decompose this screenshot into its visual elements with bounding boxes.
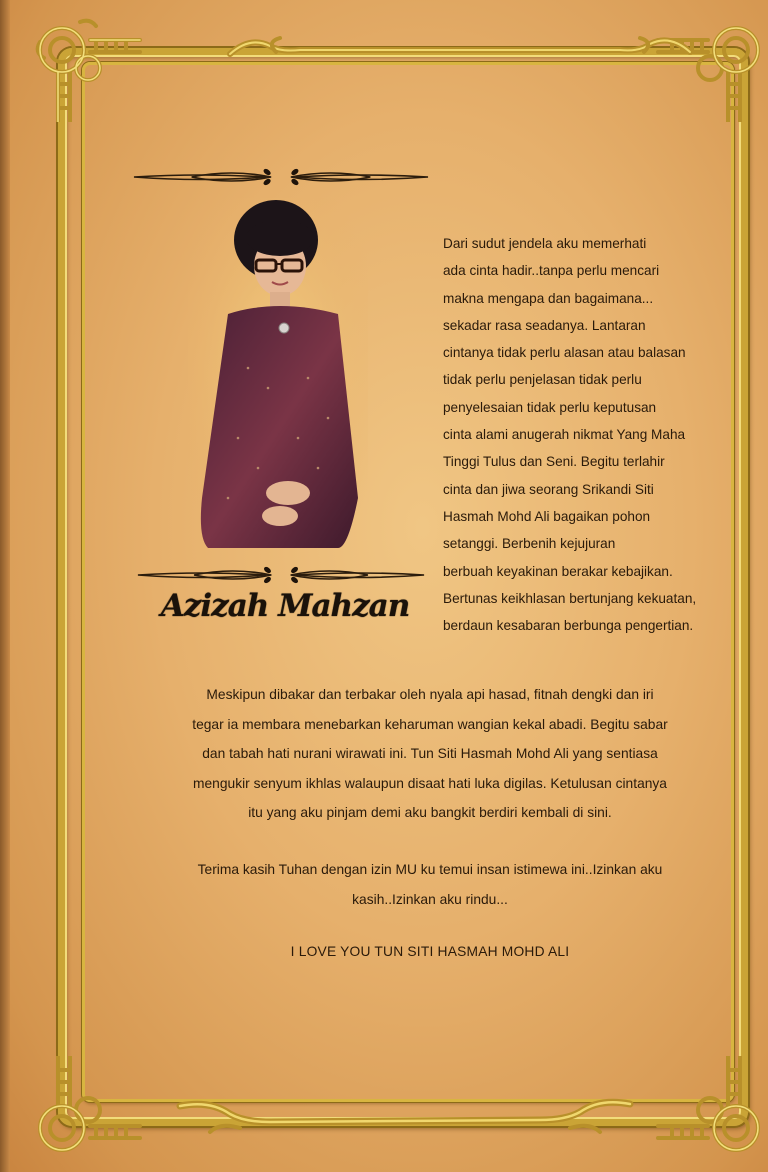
top-scroll-ornament-icon — [220, 28, 700, 68]
thanks-line: Terima kasih Tuhan dengan izin MU ku temui insan istimewa ini..Izinkan aku — [197, 862, 663, 877]
body-line: dan tabah hati nurani wirawati ini. Tun Siti Hasmah Mohd Ali yang sentiasa — [202, 746, 658, 762]
body-line: itu yang aku pinjam demi aku bangkit berdiri kembali di sini. — [248, 805, 612, 821]
portrait-photo — [188, 198, 368, 548]
poem-line: setanggi. Berbenih kejujuran — [443, 536, 616, 552]
body-line: tegar ia membara menebarkan keharuman wangian kekal abadi. Begitu sabar — [192, 716, 668, 732]
poem-line: berbuah keyakinan berakar kebajikan. — [443, 563, 673, 579]
poem-line: ada cinta hadir..tanpa perlu mencari — [443, 263, 660, 279]
corner-ornament-bottom-left-icon — [30, 1056, 150, 1166]
body-paragraph — [100, 680, 760, 828]
thanks-paragraph — [100, 855, 760, 914]
poem-line: cinta alami anugerah nikmat Yang Maha — [443, 427, 686, 443]
poem-line: penyelesaian tidak perlu keputusan — [443, 399, 657, 415]
poem-line: sekadar rasa seadanya. Lantaran — [443, 317, 646, 333]
body-line: Meskipun dibakar dan terbakar oleh nyala api hasad, fitnah dengki dan iri — [206, 687, 654, 702]
closing-dedication: I LOVE YOU TUN SITI HASMAH MOHD ALI — [290, 944, 570, 959]
bottom-scroll-ornament-icon — [170, 1092, 640, 1142]
poem-line: cintanya tidak perlu alasan atau balasan — [443, 345, 686, 361]
corner-ornament-top-left-icon — [30, 12, 150, 122]
page-edge — [0, 0, 10, 1172]
thanks-line: kasih..Izinkan aku rindu... — [352, 891, 508, 907]
body-line: mengukir senyum ikhlas walaupun disaat hati luka digilas. Ketulusan cintanya — [193, 775, 667, 791]
poem-text — [443, 230, 763, 639]
poem-line: Bertunas keikhlasan bertunjang kekuatan, — [443, 590, 697, 606]
flourish-divider-icon — [132, 166, 430, 188]
flourish-divider-icon — [136, 564, 426, 586]
poem-line: Tinggi Tulus dan Seni. Begitu terlahir — [443, 454, 665, 470]
poem-line: berdaun kesabaran berbunga pengertian. — [443, 618, 694, 634]
poem-line: makna mengapa dan bagaimana... — [443, 290, 654, 306]
poem-line: tidak perlu penjelasan tidak perlu — [443, 372, 642, 388]
author-signature: Azizah Mahzan — [160, 588, 410, 624]
corner-ornament-bottom-right-icon — [648, 1056, 768, 1166]
poem-line: Hasmah Mohd Ali bagaikan pohon — [443, 508, 651, 524]
poem-line: Dari sudut jendela aku memerhati — [443, 236, 647, 251]
poem-line: cinta dan jiwa seorang Srikandi Siti — [443, 481, 654, 497]
